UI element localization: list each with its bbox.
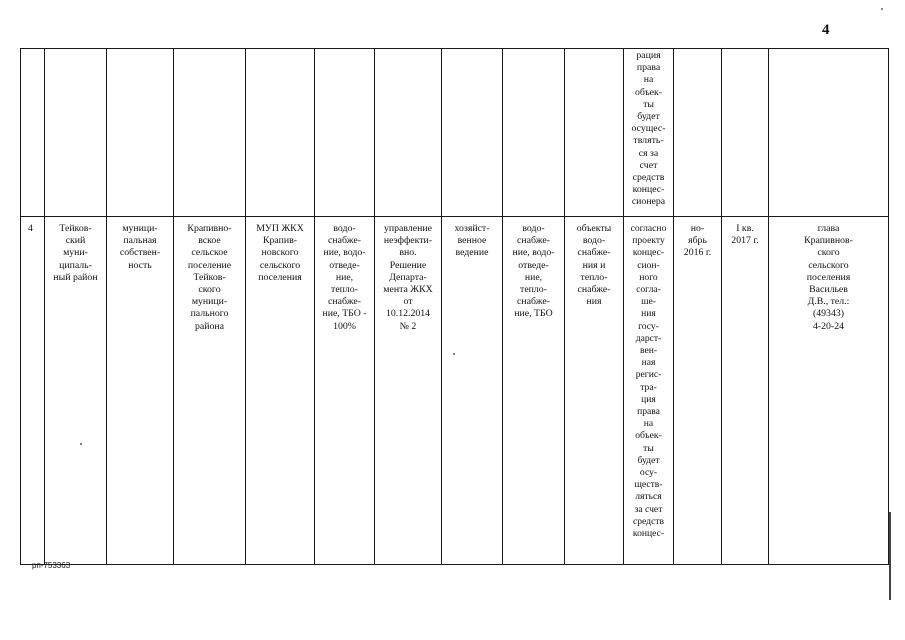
document-code: рп-753363: [32, 561, 71, 570]
cell-services: водо- снабже- ние, водо- отведе- ние, тепло- снабже- ние, ТБО: [503, 217, 565, 565]
cell-empty: [565, 49, 624, 217]
cell-empty: [769, 49, 889, 217]
scan-speck: [80, 443, 82, 445]
cell-empty: [442, 49, 503, 217]
table-row: [21, 217, 889, 565]
cell-empty: [315, 49, 375, 217]
cell-end-date: I кв. 2017 г.: [722, 217, 769, 565]
cell-empty: [503, 49, 565, 217]
cell-start-date: но- ябрь 2016 г.: [674, 217, 722, 565]
data-table: [20, 48, 889, 565]
cell-services-share: водо- снабже- ние, водо- отведе- ние, тепло- снабже- ние, ТБО - 100%: [315, 217, 375, 565]
cell-activity: хозяйст- венное ведение: [442, 217, 503, 565]
scan-speck: [881, 8, 883, 10]
cell-settlement: Крапивно- вское сельское поселение Тейков- ского муници- пального района: [174, 217, 246, 565]
cell-continuation-text: рация права на объек- ты будет осущес- твлять- ся за счет средств концес- сионера: [624, 49, 674, 217]
page-number: 4: [822, 22, 830, 38]
cell-empty: [45, 49, 107, 217]
cell-empty: [674, 49, 722, 217]
cell-empty: [246, 49, 315, 217]
scan-speck: [453, 353, 455, 355]
cell-empty: [174, 49, 246, 217]
cell-ownership: муници- пальная собствен- ность: [107, 217, 174, 565]
cell-empty: [722, 49, 769, 217]
margin-mark: [889, 512, 891, 600]
cell-municipality: Тейков- ский муни- ципаль- ный район: [45, 217, 107, 565]
cell-measures: согласно проекту концес- сион- ного согла- ше- ния госу- дарст- вен- ная регис- тра- ция права на объек- ты будет осу- ществ- ляться за счет средств концес-: [624, 217, 674, 565]
cell-objects: объекты водо- снабже- ния и тепло- снабже- ния: [565, 217, 624, 565]
cell-empty: [107, 49, 174, 217]
cell-empty: [21, 49, 45, 217]
cell-empty: [375, 49, 442, 217]
cell-row-index: 4: [21, 217, 45, 565]
cell-operator: МУП ЖКХ Крапив- новского сельского поселения: [246, 217, 315, 565]
cell-responsible: глава Крапивнов- ского сельского поселения Васильев Д.В., тел.: (49343) 4-20-24: [769, 217, 889, 565]
continuation-row: [21, 49, 889, 217]
cell-reason: управление неэффекти- вно. Решение Департа- мента ЖКХ от 10.12.2014 № 2: [375, 217, 442, 565]
